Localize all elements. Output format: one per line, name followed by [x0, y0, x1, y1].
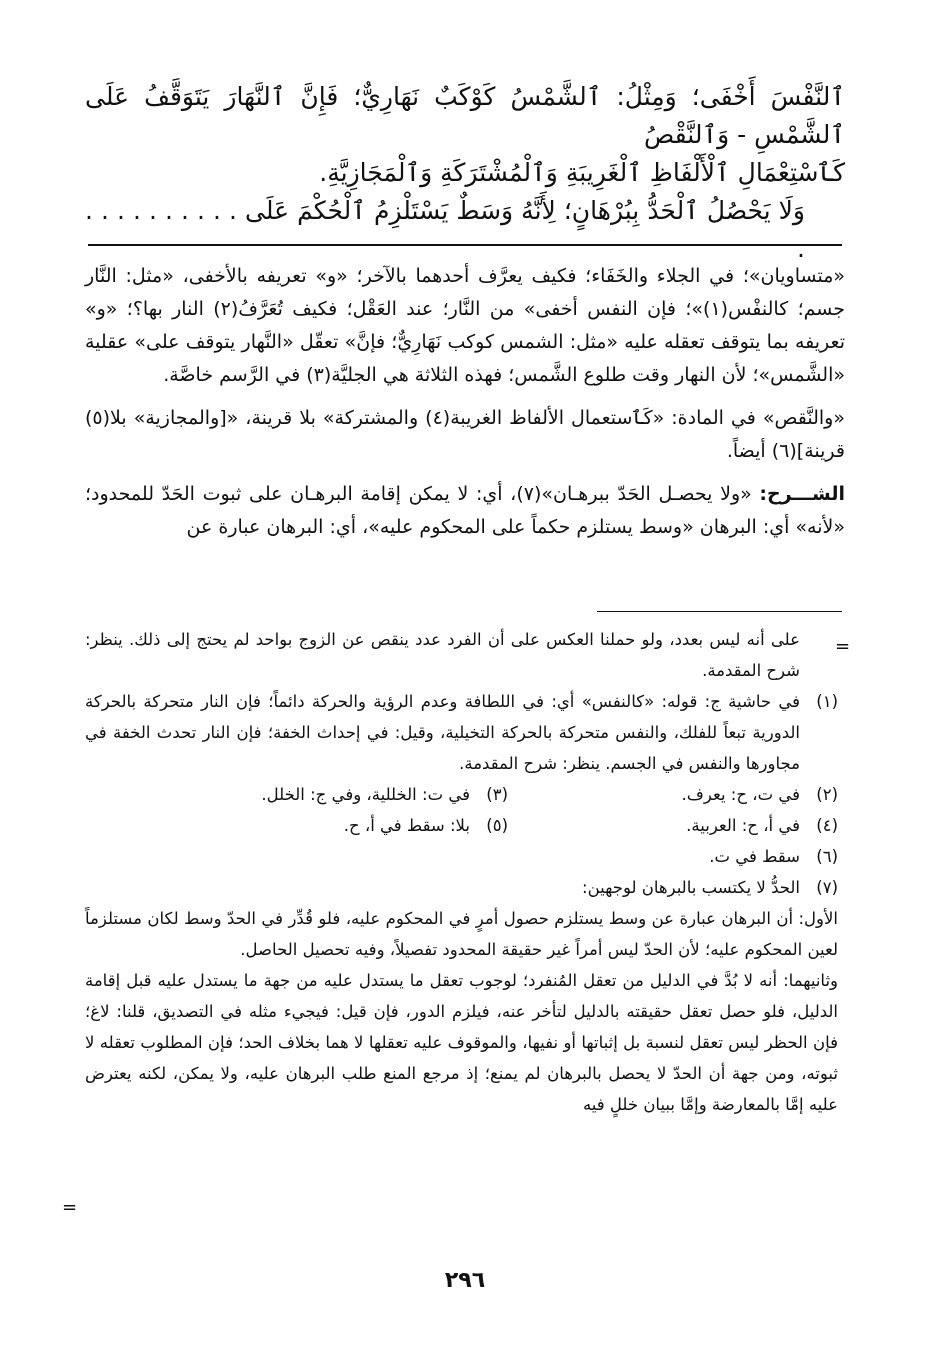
footnote-2: [508, 779, 838, 810]
footnote-text: الأول: أن البرهان عبارة عن وسط يستلزم حصول أمرٍ في المحكوم عليه، فلو قُدِّر في الحدّ وسط لكان مستلزماً لعين المحكوم عليه؛ لأن الحدّ ليس أمراً غير حقيقة المحدود تفصيلاً، وفيه تحصيل الحاصل.: [85, 909, 838, 959]
footnote-7: [85, 872, 838, 903]
footnote-text: بلا: سقط في أ، ح.: [343, 816, 470, 835]
page-number: ٢٩٦: [444, 1268, 486, 1293]
footnote-text: الحدُّ لا يكتسب بالبرهان لوجهين:: [582, 878, 800, 897]
footnote-separator: [597, 611, 842, 612]
sharh-paragraph-2: «والنَّقص» في المادة: «كَٱستعمال الألفاظ الغريبة(٤) والمشتركة» بلا قرينة، «[والمجازية» بلا(٥) قرينة](٦) أيضاً.: [85, 407, 845, 462]
sharh-label: الشـــرح:: [759, 483, 845, 505]
footnote-number: (٥): [486, 816, 508, 835]
footnote-number: (٢): [816, 785, 838, 804]
footnote-number: (١): [816, 692, 838, 711]
footnote-continued: [85, 624, 838, 686]
footnote-row-4-5: [85, 810, 838, 841]
footnote-number: (٤): [816, 816, 838, 835]
footnote-row-2-3: [85, 779, 838, 810]
matn-line-2: كَٱسْتِعْمَالِ ٱلْأَلْفَاظِ ٱلْغَرِيبَةِ وَٱلْمُشْتَرَكَةِ وَٱلْمَجَازِيَّةِ.: [319, 158, 845, 187]
footnote-number: (٣): [486, 785, 508, 804]
footnote-text: في أ، ح: العربية.: [686, 816, 800, 835]
matn-line-3: وَلَا يَحْصُلُ ٱلْحَدُّ بِبُرْهَانٍ؛ لِأَنَّهُ وَسَطٌ يَسْتَلْزِمُ ٱلْحُكْمَ عَلَى . . . . . . . . . . .: [85, 196, 805, 263]
matn-text: [85, 78, 845, 268]
footnotes: [85, 624, 838, 1120]
footnote-text: في حاشية ج: قوله: «كالنفس» أي: في اللطافة وعدم الرؤية والحركة دائماً؛ فإن النار متحركة بالحركة الدورية تبعاً للفلك، والنفس متحركة بالحركة التخيلية، وقيل: في إحداث الخفة؛ فإن النار تحدث الخفة في مجاورها والنفس في الجسم. ينظر: شرح المقدمة.: [85, 692, 800, 773]
footnote-7-second: [85, 965, 838, 1120]
footnote-6: [85, 841, 838, 872]
footnote-text: في ت: الخللية، وفي ج: الخلل.: [261, 785, 470, 804]
footnote-text: وثانيهما: أنه لا بُدَّ في الدليل من تعقل المُنفرد؛ لوجوب تعقل ما يستدل عليه من جهة ما يستدل عليه قبل إقامة الدليل، فلو حصل تعقل حقيقته بالدليل لتأخر عنه، فيلزم الدور، فإن قيل: فيجيء مثله في التصديق، قلنا: لاغ؛ فإن الحظر ليس تعقل لنسبة بل إثباتها أو نفيها، والموقوف عليه تعقلها لا هما بخلاف الحد؛ فإن المطلوب تعقله لا ثبوته، ومن جهة أن الحدّ لا يحصل بالبرهان لم يمنع؛ إذ مرجع المنع طلب البرهان عليه، ولا يمكن، لكنه يعترض عليه إمَّا بالمعارضة وإمَّا ببيان خللٍ فيه: [85, 971, 838, 1114]
matn-separator: [88, 244, 842, 246]
footnote-7-first: [85, 903, 838, 965]
footnote-continued-text: على أنه ليس بعدد، ولو حملنا العكس على أن الفرد عدد ينقص عن الزوج بواحد لم يحتج إلى ذلك. ينظر: شرح المقدمة.: [85, 630, 800, 680]
sharh-paragraph-3-text: «ولا يحصـل الحَدّ ببرهـان»(٧)، أي: لا يمكن إقامة البرهـان على ثبوت الحَدّ للمحدود؛ «لأنه» أي: البرهان «وسط يستلزم حكماً على المحكوم عليه»، أي: البرهان عبارة عن: [85, 483, 845, 538]
matn-line-1: ٱلنَّفْسَ أَخْفَى؛ وَمِثْلُ: ٱلشَّمْسُ كَوْكَبٌ نَهَارِيٌّ؛ فَإِنَّ ٱلنَّهَارَ يَتَوَقَّفُ عَلَى ٱلشَّمْسِ - وَٱلنَّقْصُ: [85, 82, 845, 149]
footnote-number: (٧): [816, 878, 838, 897]
footnote-1: [85, 686, 838, 779]
footnote-text: في ت، ح: يعرف.: [681, 785, 800, 804]
footnote-4: [508, 810, 838, 841]
sharh-text: [85, 260, 845, 554]
footnote-3: [178, 779, 508, 810]
continuation-mark-bottom: =: [62, 1197, 78, 1218]
continuation-mark-top: =: [835, 636, 851, 657]
sharh-paragraph-3: [85, 478, 845, 544]
sharh-paragraph-1: «متساويان»؛ في الجلاء والخَفَاء؛ فكيف يعرَّف أحدهما بالآخر؛ «و» تعريفه بالأخفى، «مثل: النَّار جسم؛ كالنفْس(١)»؛ فإن النفس أخفى» من النَّار؛ عند العَقْل؛ فكيف تُعَرَّفُ(٢) النار بها؟؛ «و» تعريفه بما يتوقف تعقله عليه «مثل: الشمس كوكب نَهَارِيٌّ؛ فإنَّ» تعقّل «النَّهار يتوقف على» عقلية «الشَّمس»؛ لأن النهار وقت طلوع الشَّمس؛ فهذه الثلاثة هي الجليَّة(٣) في الرَّسم خاصَّة.: [85, 265, 845, 386]
footnote-number: (٦): [816, 847, 838, 866]
footnote-text: سقط في ت.: [709, 847, 800, 866]
footnote-5: [178, 810, 508, 841]
